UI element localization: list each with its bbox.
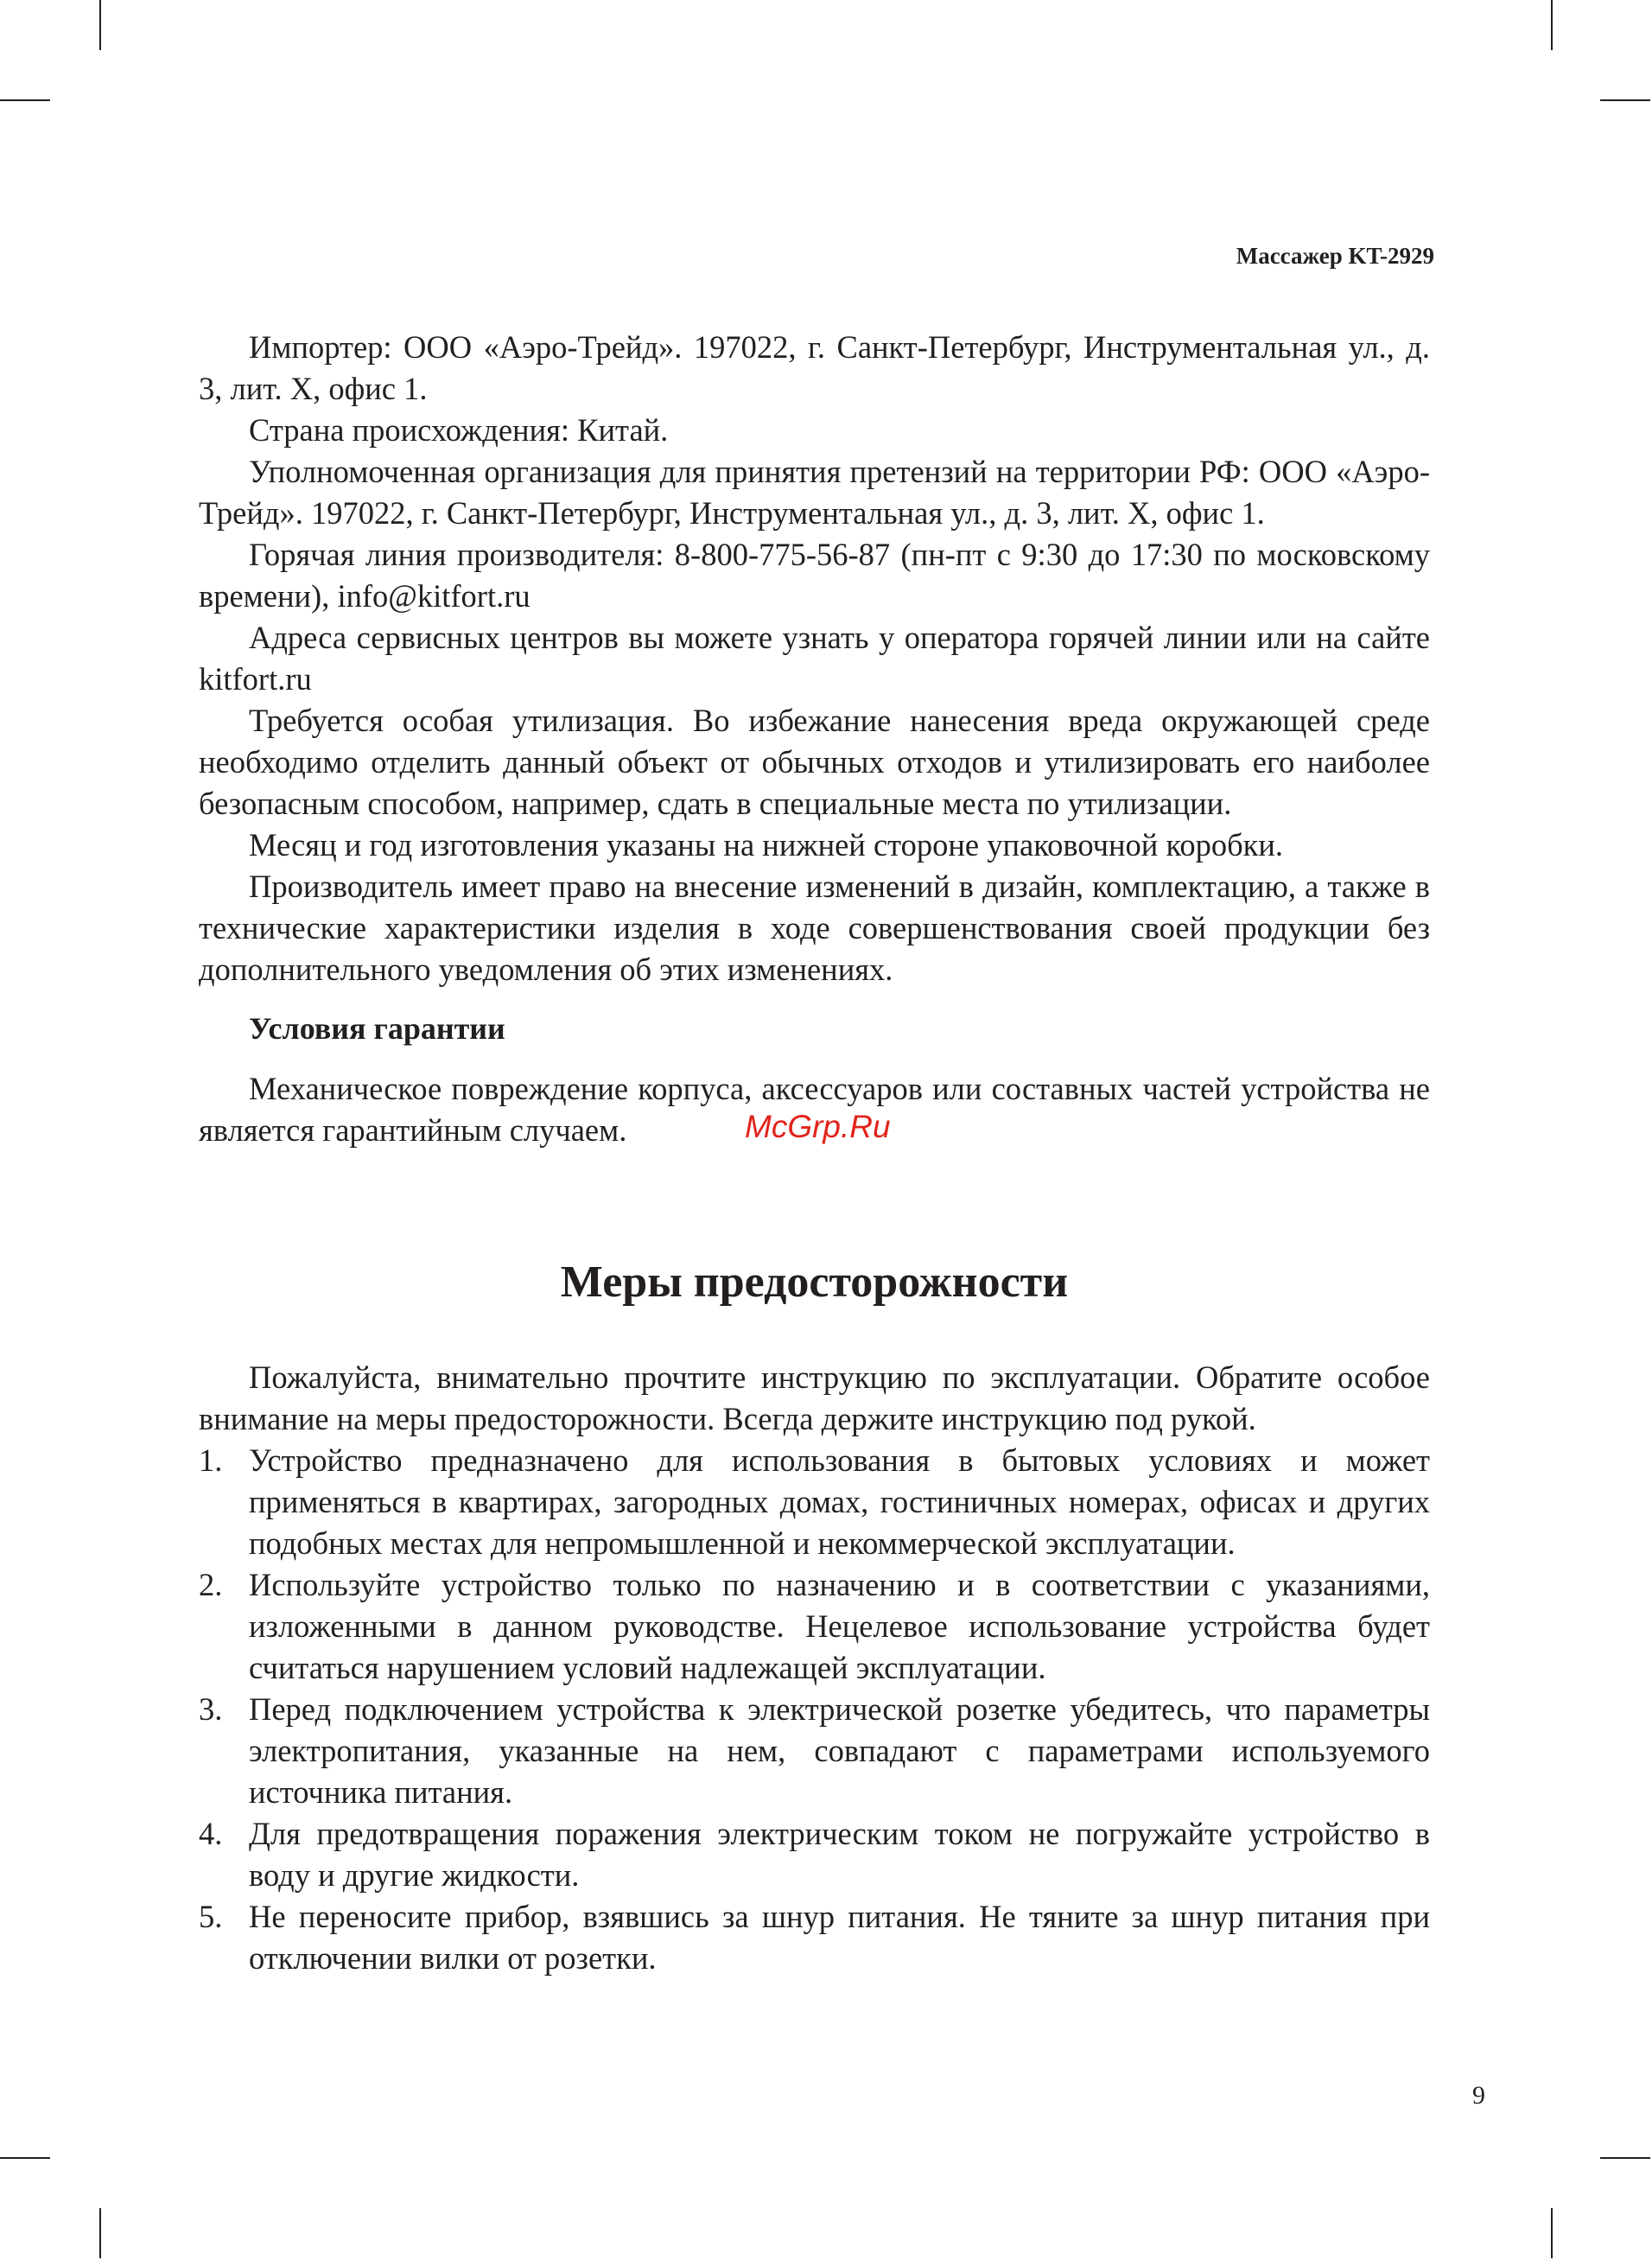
changes-paragraph: Производитель имеет право на внесение изменений в дизайн, комплектацию, а также в технические характеристики изделия в ходе совершенствования своей продукции без дополнительного уведомления об этих изменениях. <box>199 869 1430 987</box>
authorized-org-paragraph: Уполномоченная организация для принятия претензий на территории РФ: ООО «Аэро-Трейд». 197022, г. Санкт-Петербург, Инструментальная ул., д. 3, лит. Х, офис 1. <box>199 454 1430 531</box>
running-header: Массажер KT-2929 <box>1236 243 1434 269</box>
crop-mark-top-left-horizontal <box>0 99 50 101</box>
list-item-number: 2. <box>199 1567 223 1602</box>
warranty-paragraph: Механическое повреждение корпуса, аксессуаров или составных частей устройства не является гарантийным случаем. <box>199 1071 1430 1148</box>
list-item <box>199 1689 1430 1813</box>
disposal-paragraph: Требуется особая утилизация. Во избежание нанесения вреда окружающей среде необходимо отделить данный объект от обычных отходов и утилизировать его наиболее безопасным способом, например, сдать в специальные места по утилизации. <box>199 703 1430 821</box>
list-item-text: Не переносите прибор, взявшись за шнур питания. Не тяните за шнур питания при отключении вилки от розетки. <box>249 1899 1430 1976</box>
crop-mark-bottom-right-horizontal <box>1600 2157 1650 2159</box>
list-item <box>199 1813 1430 1896</box>
crop-mark-top-right-vertical <box>1551 0 1553 50</box>
precautions-list <box>199 1440 1430 1979</box>
crop-mark-bottom-right-vertical <box>1551 2208 1553 2258</box>
list-item-number: 4. <box>199 1816 223 1851</box>
page-number: 9 <box>1472 2081 1485 2110</box>
list-item-text: Используйте устройство только по назначению и в соответствии с указаниями, изложенными в данном руководстве. Нецелевое использование устройства будет считаться нарушением условий надлежащей эксплуатации. <box>249 1567 1430 1685</box>
list-item-text: Устройство предназначено для использования в бытовых условиях и может применяться в квартирах, загородных домах, гостиничных номерах, офисах и других подобных местах для непромышленной и некоммерческой эксплуатации. <box>249 1442 1430 1561</box>
list-item <box>199 1564 1430 1689</box>
importer-paragraph: Импортер: ООО «Аэро-Трейд». 197022, г. Санкт-Петербург, Инструментальная ул., д. 3, лит. Х, офис 1. <box>199 329 1430 406</box>
crop-mark-top-right-horizontal <box>1600 99 1650 101</box>
list-item-number: 1. <box>199 1442 223 1478</box>
service-centers-paragraph: Адреса сервисных центров вы можете узнать у оператора горячей линии или на сайте kitfort.ru <box>199 620 1430 697</box>
list-item <box>199 1896 1430 1979</box>
origin-paragraph: Страна происхождения: Китай. <box>249 412 669 448</box>
list-item-text: Для предотвращения поражения электрическим током не погружайте устройство в воду и другие жидкости. <box>249 1816 1430 1893</box>
section-title: Меры предосторожности <box>560 1257 1069 1307</box>
warranty-heading: Условия гарантии <box>249 1011 505 1046</box>
list-item-text: Перед подключением устройства к электрической розетке убедитесь, что параметры электропитания, указанные на нем, совпадают с параметрами используемого источника питания. <box>249 1691 1430 1810</box>
crop-mark-bottom-left-horizontal <box>0 2157 50 2159</box>
manufacture-date-paragraph: Месяц и год изготовления указаны на нижней стороне упаковочной коробки. <box>249 827 1284 863</box>
hotline-paragraph: Горячая линия производителя: 8-800-775-56-87 (пн-пт с 9:30 до 17:30 по московскому времени), info@kitfort.ru <box>199 537 1430 614</box>
watermark: McGrp.Ru <box>745 1109 891 1144</box>
precautions-intro: Пожалуйста, внимательно прочтите инструкцию по эксплуатации. Обратите особое внимание на меры предосторожности. Всегда держите инструкцию под рукой. <box>199 1359 1430 1436</box>
crop-mark-top-left-vertical <box>99 0 101 50</box>
page-content <box>199 327 1430 1979</box>
list-item <box>199 1440 1430 1564</box>
list-item-number: 5. <box>199 1899 223 1934</box>
list-item-number: 3. <box>199 1691 223 1727</box>
crop-mark-bottom-left-vertical <box>99 2208 101 2258</box>
